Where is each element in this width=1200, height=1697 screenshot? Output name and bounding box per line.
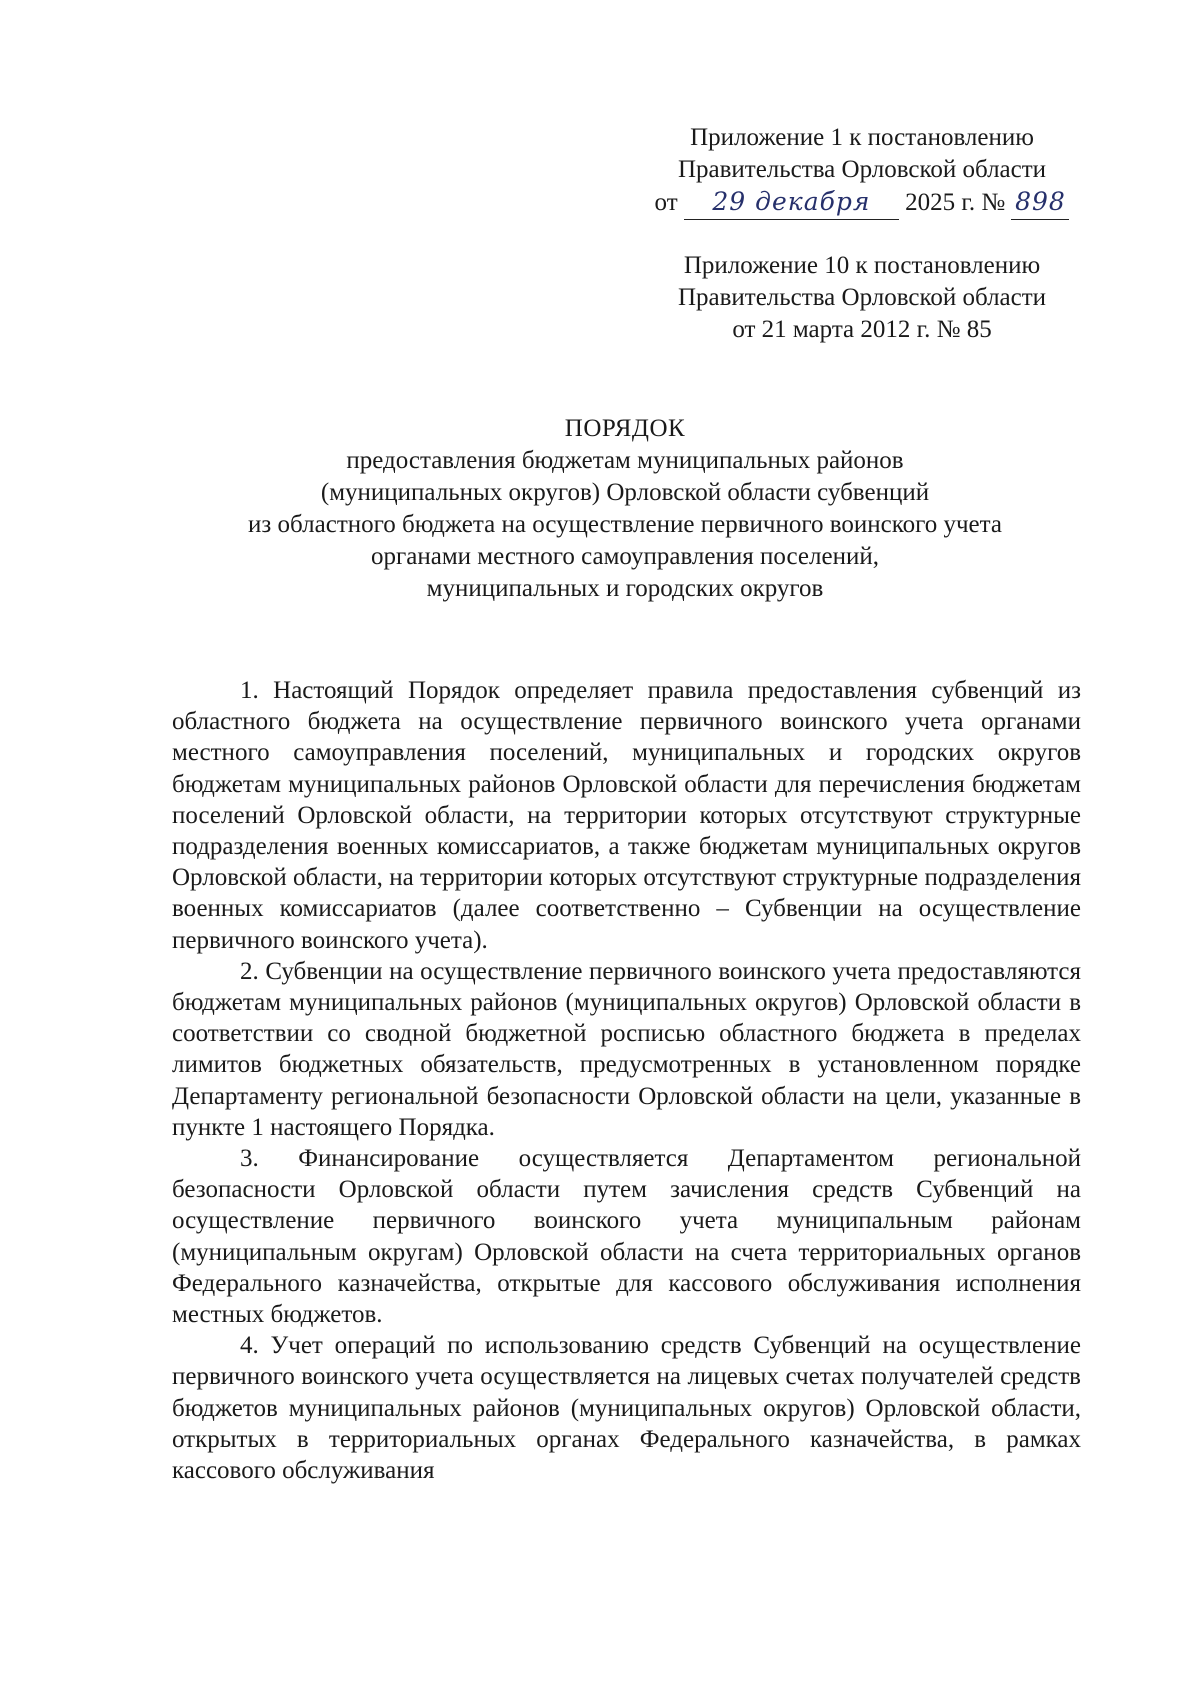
subtitle-line: (муниципальных округов) Орловской области субвенций: [320, 479, 930, 506]
subtitle-line: органами местного самоуправления поселений,: [371, 543, 879, 570]
handwritten-number: 898: [1015, 187, 1066, 216]
document-subtitle: [170, 445, 1080, 605]
subtitle-line: муниципальных и городских округов: [426, 575, 824, 602]
appendix-1-date-line: [652, 186, 1072, 220]
document-body: [172, 675, 1081, 1486]
appendix-1-line1: Приложение 1 к постановлению: [690, 124, 1034, 151]
appendix-1-header: [652, 122, 1072, 220]
document-title: ПОРЯДОК: [564, 415, 686, 442]
number-blank: [1011, 186, 1069, 220]
appendix-10-line2: Правительства Орловской области: [677, 284, 1047, 311]
paragraph: 1. Настоящий Порядок определяет правила предоставления субвенций из областного бюджета на осуществление первичного воинского учета органами местного самоуправления поселений, муниципальных и городских округов бюджетам муниципальных районов Орловской области для перечисления бюджетам поселений Орловской области, на территории которых отсутствуют структурные подразделения военных комиссариатов, а также бюджетам муниципальных округов Орловской области, на территории которых отсутствуют структурные подразделения военных комиссариатов (далее соответственно – Субвенции на осуществление первичного воинского учета).: [172, 677, 1081, 954]
subtitle-line: предоставления бюджетам муниципальных районов: [346, 447, 904, 474]
appendix-10-line1: Приложение 10 к постановлению: [683, 252, 1041, 279]
subtitle-line: из областного бюджета на осуществление первичного воинского учета: [248, 511, 1002, 538]
paragraph: 2. Субвенции на осуществление первичного воинского учета предоставляются бюджетам муниципальных районов (муниципальных округов) Орловской области в соответствии со сводной бюджетной росписью областного бюджета в пределах лимитов бюджетных обязательств, предусмотренных в установленном порядке Департаменту региональной безопасности Орловской области на цели, указанные в пункте 1 настоящего Порядка.: [172, 957, 1081, 1141]
appendix-10-header: [652, 250, 1072, 346]
paragraph: 4. Учет операций по использованию средств Субвенций на осуществление первичного воинского учета осуществляется на лицевых счетах получателей средств бюджетов муниципальных районов (муниципальных округов) Орловской области, открытых в территориальных органах Федерального казначейства, в рамках кассового обслуживания: [172, 1332, 1081, 1485]
date-blank: [684, 186, 899, 220]
year-text: 2025 г. №: [905, 189, 1006, 216]
title-block: [170, 413, 1080, 605]
appendix-10-line3: от 21 марта 2012 г. № 85: [732, 316, 992, 343]
paragraph: 3. Финансирование осуществляется Департаментом региональной безопасности Орловской области путем зачисления средств Субвенций на осуществление первичного воинского учета муниципальным районам (муниципальным округам) Орловской области на счета территориальных органов Федерального казначейства, открытые для кассового обслуживания исполнения местных бюджетов.: [172, 1145, 1081, 1329]
appendix-1-line2: Правительства Орловской области: [677, 156, 1047, 183]
date-prefix: от: [654, 189, 678, 216]
handwritten-date: 29 декабря: [712, 187, 871, 216]
